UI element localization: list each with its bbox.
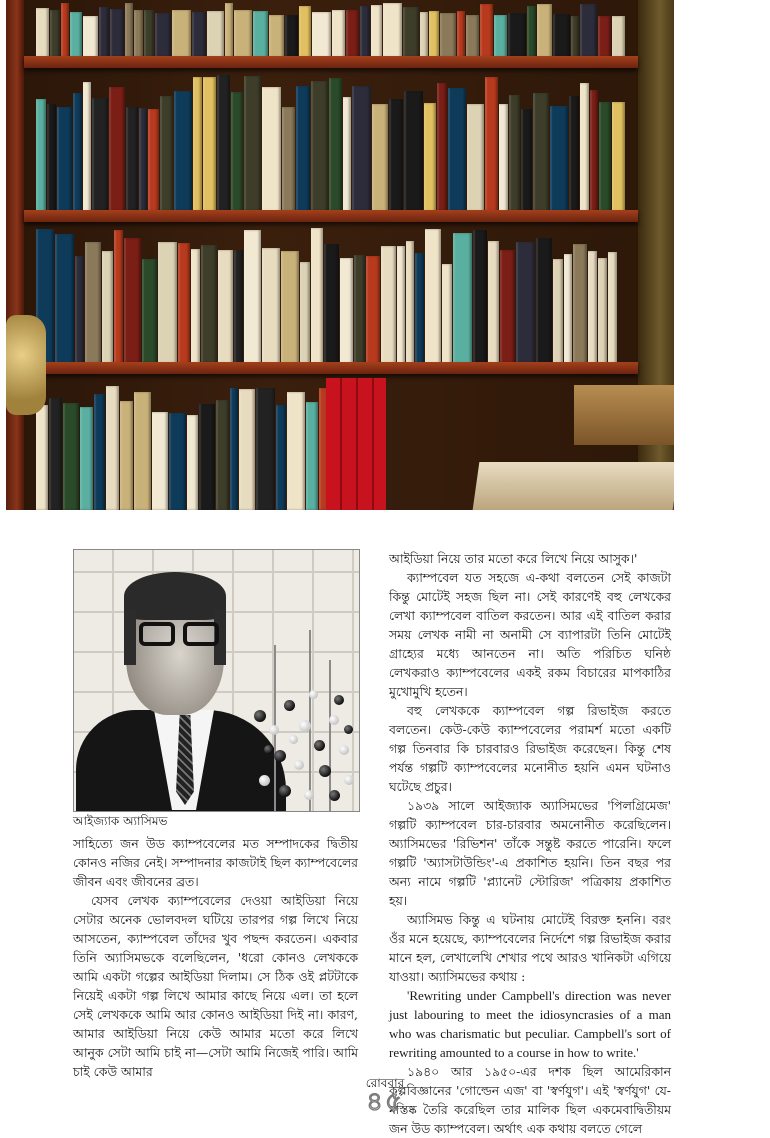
book-spine: [85, 242, 101, 364]
book-spine: [61, 3, 69, 58]
book-spine: [281, 251, 299, 364]
book-spine: [287, 392, 305, 510]
book-spine: [152, 412, 168, 510]
book-spine: [599, 102, 611, 212]
book-spine: [466, 15, 479, 58]
book-spine: [178, 243, 190, 364]
book-spine: [192, 12, 206, 58]
book-spine: [92, 98, 108, 212]
side-table: [574, 385, 674, 445]
book-spine: [425, 229, 441, 364]
book-spine: [299, 6, 311, 58]
book-spine: [160, 96, 173, 212]
book-spine: [442, 264, 452, 364]
book-spine: [381, 246, 396, 364]
book-spine: [63, 403, 79, 510]
book-spine: [244, 230, 261, 364]
left-text-column: [73, 834, 358, 1081]
book-spine: [217, 75, 230, 212]
book-spine: [580, 83, 589, 212]
book-spine: [142, 259, 157, 364]
paragraph: 'Rewriting under Campbell's direction was never just labouring to meet the idiosyncrasies of a man who was charismatic but peculiar. Campbell's sort of rewriting amounted to a course in how to write.': [389, 988, 671, 1060]
molecule-atom: [274, 750, 286, 762]
book-spine: [124, 238, 141, 364]
book-spine: [55, 234, 74, 364]
book-spine: [199, 404, 215, 510]
molecule-atom: [314, 740, 325, 751]
book-spine: [234, 250, 243, 364]
book-spine: [403, 7, 419, 58]
book-spine: [191, 249, 200, 364]
book-spine: [564, 254, 572, 364]
book-spine: [139, 108, 147, 212]
photo-caption: আইজ্যাক অ্যাসিমভ: [73, 814, 168, 828]
book-spine: [488, 241, 499, 364]
book-spine: [550, 106, 568, 212]
book-spine: [537, 4, 552, 58]
book-spine: [383, 3, 402, 58]
book-spine: [234, 10, 252, 58]
book-spine: [125, 3, 133, 58]
book-spine: [110, 9, 124, 58]
book-spine: [120, 401, 133, 510]
paragraph: অ্যাসিমভ কিন্তু এ ঘটনায় মোটেই বিরক্ত হননি। বরং ওঁর মনে হয়েছে, ক্যাম্পবেলের নির্দেশে গল্প রিভাইজ করার মানে হল, লেখালেখি শেখার পথে আরও খানিকটা এগিয়ে যাওয়া। অ্যাসিমভের কথায় :: [389, 912, 671, 984]
book-spine: [389, 99, 403, 212]
portrait-photo: [73, 549, 360, 812]
book-spine: [473, 230, 487, 364]
book-spine: [134, 10, 143, 58]
book-spine: [553, 259, 563, 364]
model-rod: [309, 630, 311, 811]
lamp: [6, 315, 46, 415]
molecule-atom: [289, 735, 298, 744]
molecule-atom: [334, 695, 344, 705]
molecule-atom: [329, 715, 339, 725]
book-spine: [404, 91, 423, 212]
book-spine: [73, 93, 82, 212]
book-spine: [134, 392, 151, 510]
book-spine: [311, 81, 328, 212]
book-spine: [216, 400, 229, 510]
book-spine: [354, 255, 365, 364]
book-spine: [324, 244, 339, 364]
book-spine: [102, 251, 113, 364]
book-spine: [269, 15, 284, 58]
shelf-plank-1: [24, 56, 638, 68]
book-spine: [253, 11, 268, 58]
book-spine: [50, 10, 60, 58]
book-spine: [306, 402, 318, 510]
book-spine: [360, 6, 370, 58]
book-spine: [588, 251, 597, 364]
paragraph: ১৯৪০ আর ১৯৫০-এর দশক ছিল আমেরিকান কল্পবিজ্ঞানের 'গোল্ডেন এজ' বা 'স্বর্ণযুগ'। এই 'স্বর্ণযুগ' যে-মস্তিষ্ক তৈরি করেছিল তার মালিক ছিল একমেবাদ্বিতীয়ম জন উড ক্যাম্পবেল। অর্থাৎ এক কথায় বলতে গেলে: [389, 1064, 671, 1136]
book-spine: [608, 252, 617, 364]
book-spine: [109, 87, 125, 212]
molecule-atom: [309, 690, 318, 699]
book-spine: [332, 10, 345, 58]
book-spine: [340, 258, 353, 364]
book-spine: [36, 99, 46, 212]
book-spine: [172, 10, 191, 58]
book-spine: [47, 104, 56, 212]
book-row-2: [36, 70, 630, 212]
book-spine: [590, 90, 598, 212]
book-spine: [420, 12, 428, 58]
shelf-frame-left: [6, 0, 24, 510]
hair: [124, 572, 226, 620]
book-spine: [83, 82, 91, 212]
molecule-atom: [264, 745, 273, 754]
book-spine: [262, 87, 281, 212]
molecule-atom: [259, 775, 270, 786]
book-spine: [569, 96, 579, 212]
paragraph: ক্যাম্পবেল যত সহজে এ-কথা বলতেন সেই কাজটা কিন্তু মোটেই সহজ ছিল না। সেই কারণেই বহু লেখকের লেখা ক্যাম্পবেল বাতিল করতেন। আর এই বাতিল করার সময় লেখক নামী না অনামী সে ব্যাপারটা তিনি মোটেই গ্রাহ্যের মধ্যে আনতেন না। অতি পরিচিত ঘনিষ্ঠ লেখকরাও ক্যাম্পবেলের একই রকম বিচারের মাপকাঠির মুখোমুখি হতেন।: [389, 570, 671, 699]
book-spine: [521, 109, 532, 212]
book-spine: [174, 91, 192, 212]
book-spine: [126, 107, 138, 212]
book-spine: [346, 10, 359, 58]
paragraph: আইডিয়া নিয়ে তার মতো করে লিখে নিয়ে আসুক।': [389, 551, 638, 566]
book-spine: [158, 242, 177, 364]
book-spine: [424, 103, 436, 212]
shelf-plank-2: [24, 210, 638, 222]
book-spine: [573, 244, 587, 364]
book-spine: [415, 253, 424, 364]
book-spine: [366, 256, 380, 364]
book-spine: [371, 5, 382, 58]
book-spine: [440, 13, 456, 58]
book-spine: [533, 93, 549, 212]
book-spine: [239, 389, 255, 510]
molecule-atom: [339, 745, 349, 755]
book-spine: [343, 97, 351, 212]
molecule-atom: [294, 760, 304, 770]
book-spine: [187, 415, 198, 510]
book-spine: [230, 388, 238, 510]
book-spine: [193, 77, 202, 212]
book-spine: [485, 77, 498, 212]
book-spine: [57, 107, 72, 212]
book-spine: [262, 248, 280, 364]
book-spine: [453, 233, 472, 364]
book-spine: [70, 12, 82, 58]
book-spine: [225, 3, 233, 58]
book-spine: [207, 11, 224, 58]
book-spine: [296, 86, 310, 212]
book-spine: [36, 405, 48, 510]
right-text-column: [389, 549, 671, 1138]
red-books: [326, 378, 386, 510]
book-spine: [282, 107, 295, 212]
glasses: [139, 622, 225, 648]
book-spine: [437, 83, 447, 212]
book-spine: [406, 241, 414, 364]
book-spine: [83, 16, 98, 58]
book-spine: [218, 250, 233, 364]
book-spine: [429, 11, 439, 58]
book-spine: [300, 262, 310, 364]
molecule-atom: [279, 785, 291, 797]
book-spine: [94, 394, 105, 510]
book-spine: [75, 256, 84, 364]
model-rod: [329, 660, 331, 811]
book-spine: [256, 388, 275, 510]
book-spine: [312, 12, 331, 58]
book-spine: [329, 78, 342, 212]
book-spine: [598, 258, 607, 364]
book-spine: [36, 8, 49, 58]
book-spine: [499, 104, 508, 212]
book-spine: [285, 15, 298, 58]
molecule-atom: [344, 725, 353, 734]
book-spine: [516, 242, 535, 364]
book-spine: [612, 16, 625, 58]
molecule-atom: [344, 775, 354, 785]
paragraph: সাহিত্যে জন উড ক্যাম্পবেলের মত সম্পাদকের দ্বিতীয় কোনও নজির নেই। সম্পাদনার কাজটাই ছিল ক্যাম্পবেলের জীবন এবং জীবনের ব্রত।: [73, 836, 358, 889]
shelf-plank-3: [24, 362, 638, 374]
book-spine: [311, 228, 323, 364]
book-spine: [612, 102, 625, 212]
open-book: [473, 462, 674, 510]
book-spine: [169, 413, 186, 510]
book-spine: [598, 16, 611, 58]
page-number: ৪৫: [366, 1087, 404, 1117]
book-spine: [203, 77, 216, 212]
book-spine: [372, 104, 388, 212]
book-spine: [99, 7, 109, 58]
paragraph: যেসব লেখক ক্যাম্পবেলের দেওয়া আইডিয়া নিয়ে সেটার অনেক ভোলবদল ঘটিয়ে তারপর গল্প লিখে নিয়ে আসতেন, ক্যাম্পবেল তাঁদের খুব পছন্দ করতেন। একবার তিনি অ্যাসিমভকে বলেছিলেন, 'ধরো কোনও লেখককে আমি একটা গল্পের আইডিয়া দিলাম। সে ঠিক ওই প্লটটাকে নিয়েই একটা গল্প লিখে আমার কাছে নিয়ে এল। তা হলে সেই লেখককে আমি আর কোনও আইডিয়া দিই না। কারণ, আমার আইডিয়া নিয়ে কেউ আমার মতো করে লিখে আনুক সেটা আমি চাই না—সেটা আমি নিজেই পারি। আমি চাই কেউ আমার: [73, 893, 358, 1079]
book-spine: [509, 95, 520, 212]
book-spine: [106, 386, 119, 510]
glasses-lens-right: [183, 622, 219, 646]
book-row-3: [36, 224, 630, 364]
book-spine: [155, 13, 171, 58]
book-spine: [80, 407, 93, 510]
book-spine: [114, 230, 123, 364]
book-spine: [148, 109, 159, 212]
sideburn-left: [124, 610, 136, 665]
book-spine: [448, 88, 466, 212]
book-spine: [352, 86, 371, 212]
molecule-atom: [329, 790, 340, 801]
book-spine: [536, 238, 552, 364]
book-spine: [201, 245, 217, 364]
molecule-atom: [299, 720, 311, 732]
book-spine: [553, 14, 570, 58]
book-spine: [571, 16, 579, 58]
paragraph: বহু লেখককে ক্যাম্পবেল গল্প রিভাইজ করতে বলতেন। কেউ-কেউ ক্যাম্পবেলের পরামর্শ মতো একটি গল্প তিনবার কি চারবারও রিভাইজ করেছেন। কিন্তু শেষ পর্যন্ত গল্পটি ক্যাম্পবেলের মনোনীত হয়নি এমন ঘটনাও ঘটেছে প্রচুর।: [389, 703, 671, 794]
book-spine: [49, 398, 62, 510]
molecule-atom: [269, 725, 279, 735]
book-spine: [580, 4, 597, 58]
book-spine: [144, 10, 154, 58]
book-spine: [231, 92, 243, 212]
book-spine: [500, 250, 515, 364]
molecule-atom: [284, 700, 295, 711]
book-spine: [397, 246, 405, 364]
book-spine: [494, 15, 507, 58]
book-row-4: [36, 378, 374, 510]
book-spine: [527, 6, 536, 58]
paragraph: ১৯৩৯ সালে আইজ্যাক অ্যাসিমভের 'পিলগ্রিমেজ' গল্পটি ক্যাম্পবেল চার-চারবার অমনোনীত করেছিলেন। অ্যাসিমভের 'রিভিশন' তাঁকে সন্তুষ্ট করতে পারেনি। ফলে গল্পটি 'অ্যাসটাউন্ডিং'-এ প্রকাশিত হয়নি। তিন বছর পর অন্য নামে গল্পটি 'প্ল্যানেট স্টোরিজ' পত্রিকায় প্রকাশিত হয়।: [389, 798, 671, 908]
book-spine: [467, 104, 484, 212]
molecule-atom: [319, 765, 331, 777]
book-row-1: [36, 0, 630, 58]
book-spine: [276, 405, 286, 510]
glasses-lens-left: [139, 622, 175, 646]
molecule-atom: [254, 710, 266, 722]
book-spine: [457, 11, 465, 58]
book-spine: [508, 13, 526, 58]
bookshelf-photo: [6, 0, 674, 510]
footer-label: রোববার: [365, 1076, 405, 1090]
book-spine: [480, 4, 493, 58]
molecule-atom: [304, 790, 314, 800]
book-spine: [244, 76, 261, 212]
